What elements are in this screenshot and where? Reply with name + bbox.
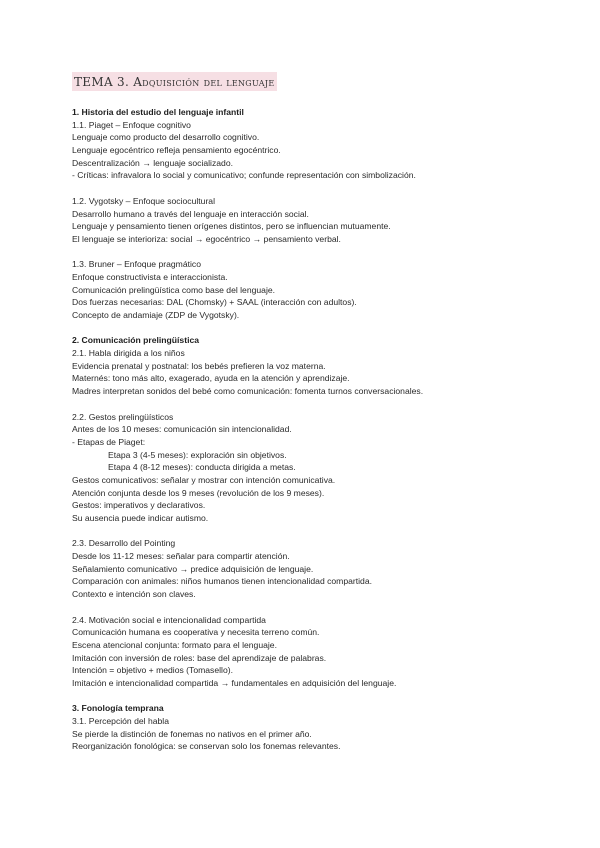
- paragraph-spacer: [72, 601, 542, 614]
- text-line: 2.3. Desarrollo del Pointing: [72, 538, 176, 549]
- paragraph-spacer: [72, 690, 542, 703]
- paragraph-spacer: [72, 182, 542, 195]
- text-line: Reorganización fonológica: se conservan solo los fonemas relevantes.: [72, 741, 341, 752]
- text-line: Lenguaje como producto del desarrollo cognitivo.: [72, 132, 260, 143]
- paragraph-spacer: [72, 246, 542, 259]
- text-line: Intención = objetivo + medios (Tomasello).: [72, 665, 233, 676]
- text-line: Maternés: tono más alto, exagerado, ayuda en la atención y aprendizaje.: [72, 373, 350, 384]
- text-line: 2.4. Motivación social e intencionalidad compartida: [72, 614, 266, 625]
- text-line: 1.2. Vygotsky – Enfoque sociocultural: [72, 195, 215, 206]
- text-line: Comunicación prelingüística como base del lenguaje.: [72, 284, 276, 295]
- text-line: 1.1. Piaget – Enfoque cognitivo: [72, 119, 191, 130]
- text-line: Imitación con inversión de roles: base del aprendizaje de palabras.: [72, 652, 327, 663]
- text-line: Gestos: imperativos y declarativos.: [72, 500, 206, 511]
- text-line: Dos fuerzas necesarias: DAL (Chomsky) + SAAL (interacción con adultos).: [72, 297, 357, 308]
- text-line: Antes de los 10 meses: comunicación sin intencionalidad.: [72, 424, 292, 435]
- text-line: Escena atencional conjunta: formato para el lenguaje.: [72, 639, 277, 650]
- text-line: Madres interpretan sonidos del bebé como comunicación: fomenta turnos conversacionales.: [72, 386, 424, 397]
- document-body: [72, 106, 542, 753]
- section-heading: 2. Comunicación prelingüística: [72, 335, 200, 346]
- text-line: Gestos comunicativos: señalar y mostrar con intención comunicativa.: [72, 474, 336, 485]
- text-line: 3.1. Percepción del habla: [72, 716, 169, 726]
- text-line: 2.1. Habla dirigida a los niños: [72, 348, 185, 359]
- text-line: - Etapas de Piaget:: [72, 436, 146, 447]
- text-line: Etapa 3 (4-5 meses): exploración sin objetivos.: [108, 449, 287, 460]
- text-line: Lenguaje y pensamiento tienen orígenes distintos, pero se influencian mutuamente.: [72, 221, 391, 232]
- text-line: Descentralización → lenguaje socializado.: [72, 157, 233, 168]
- text-line: Atención conjunta desde los 9 meses (revolución de los 9 meses).: [72, 487, 325, 498]
- paragraph-spacer: [72, 525, 542, 538]
- text-line: Imitación e intencionalidad compartida → fundamentales en adquisición del lenguaje.: [72, 677, 397, 688]
- text-line: Contexto e intención son claves.: [72, 589, 196, 600]
- page-title: TEMA 3. Adquisición del lenguaje: [72, 72, 277, 91]
- text-line: Enfoque constructivista e interaccionista.: [72, 271, 228, 282]
- section-heading: 3. Fonología temprana: [72, 703, 164, 714]
- text-line: 2.2. Gestos prelingüísticos: [72, 411, 174, 422]
- text-line: Comparación con animales: niños humanos tienen intencionalidad compartida.: [72, 576, 373, 587]
- text-line: Señalamiento comunicativo → predice adquisición de lenguaje.: [72, 563, 314, 574]
- text-line: Comunicación humana es cooperativa y necesita terreno común.: [72, 627, 320, 638]
- text-line: Se pierde la distinción de fonemas no nativos en el primer año.: [72, 728, 312, 739]
- text-line: El lenguaje se interioriza: social → egocéntrico → pensamiento verbal.: [72, 233, 341, 244]
- text-line: Etapa 4 (8-12 meses): conducta dirigida a metas.: [108, 462, 296, 473]
- paragraph-spacer: [72, 398, 542, 411]
- text-line: Concepto de andamiaje (ZDP de Vygotsky).: [72, 310, 240, 320]
- section-heading: 1. Historia del estudio del lenguaje infantil: [72, 107, 244, 117]
- title-block: [72, 72, 277, 91]
- text-line: Su ausencia puede indicar autismo.: [72, 513, 209, 523]
- text-line: 1.3. Bruner – Enfoque pragmático: [72, 259, 201, 270]
- text-line: - Críticas: infravalora lo social y comunicativo; confunde representación con simbolización.: [72, 170, 416, 181]
- text-line: Evidencia prenatal y postnatal: los bebés prefieren la voz materna.: [72, 360, 326, 371]
- paragraph-spacer: [72, 322, 542, 335]
- text-line: Desde los 11-12 meses: señalar para compartir atención.: [72, 551, 290, 562]
- text-line: Lenguaje egocéntrico refleja pensamiento egocéntrico.: [72, 145, 281, 156]
- text-line: Desarrollo humano a través del lenguaje en interacción social.: [72, 208, 309, 219]
